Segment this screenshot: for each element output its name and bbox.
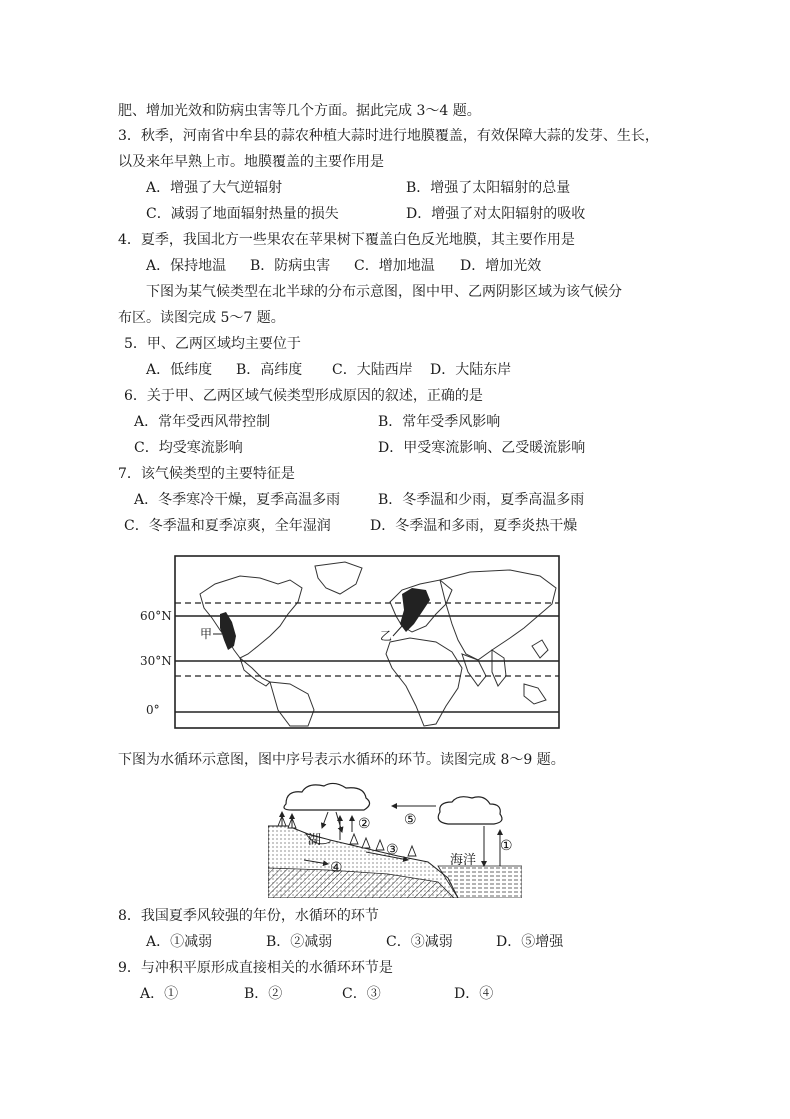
q3-option-a: A．增强了大气逆辐射	[146, 180, 283, 196]
q6-option-d: D．甲受寒流影响、乙受暖流影响	[378, 440, 586, 456]
q9-stem: 9．与冲积平原形成直接相关的水循环环节是	[118, 960, 393, 976]
step-1-label: ①	[500, 838, 513, 854]
q4-option-a: A．保持地温	[146, 258, 227, 274]
q9-option-b: B．②	[244, 986, 283, 1002]
q6-option-c: C．均受寒流影响	[134, 440, 243, 456]
q7-option-b: B．冬季温和少雨，夏季高温多雨	[378, 492, 585, 508]
step-5-label: ⑤	[404, 812, 417, 828]
q7-stem: 7．该气候类型的主要特征是	[118, 466, 295, 482]
lat-label-30n: 30°N	[140, 654, 172, 668]
lat-label-60n: 60°N	[140, 609, 172, 623]
step-4-label: ④	[330, 860, 343, 876]
water-cycle-diagram	[268, 782, 522, 898]
q3-option-d: D．增强了对太阳辐射的吸收	[406, 206, 586, 222]
q7-option-a: A．冬季寒冷干燥，夏季高温多雨	[134, 492, 341, 508]
region-jia-label: 甲	[200, 627, 213, 641]
intro-5-7-line2: 布区。读图完成 5～7 题。	[118, 310, 285, 326]
q3-stem-line1: 3．秋季，河南省中牟县的蒜农种植大蒜时进行地膜覆盖，有效保障大蒜的发芽、生长，	[118, 128, 659, 144]
ocean-label: 海洋	[450, 853, 477, 868]
q5-stem: 5．甲、乙两区域均主要位于	[124, 336, 301, 352]
lake-label: 湖	[308, 833, 322, 848]
q3-option-b: B．增强了太阳辐射的总量	[406, 180, 571, 196]
cloud-right	[438, 797, 502, 824]
q4-stem: 4．夏季，我国北方一些果农在苹果树下覆盖白色反光地膜，其主要作用是	[118, 232, 575, 248]
q3-option-c: C．减弱了地面辐射热量的损失	[146, 206, 339, 222]
intro-3-4: 肥、增加光效和防病虫害等几个方面。据此完成 3～4 题。	[118, 103, 481, 119]
q9-option-d: D．④	[454, 986, 494, 1002]
q5-option-d: D．大陆东岸	[430, 362, 512, 378]
q5-option-b: B．高纬度	[236, 362, 303, 378]
q5-option-c: C．大陆西岸	[332, 362, 413, 378]
q8-stem: 8．我国夏季风较强的年份，水循环的环节	[118, 908, 379, 924]
q8-option-a: A．①减弱	[146, 934, 213, 950]
q6-option-a: A．常年受西风带控制	[134, 414, 271, 430]
q5-option-a: A．低纬度	[146, 362, 213, 378]
step-2-label: ②	[358, 816, 371, 832]
q3-stem-line2: 以及来年早熟上市。地膜覆盖的主要作用是	[118, 154, 384, 170]
intro-8-9: 下图为水循环示意图，图中序号表示水循环的环节。读图完成 8～9 题。	[118, 752, 565, 768]
lat-label-equator: 0°	[146, 703, 160, 717]
q8-option-b: B．②减弱	[266, 934, 333, 950]
q9-option-a: A．①	[140, 986, 179, 1002]
q4-option-c: C．增加地温	[354, 258, 435, 274]
q4-option-b: B．防病虫害	[250, 258, 331, 274]
q6-option-b: B．常年受季风影响	[378, 414, 501, 430]
q7-option-c: C．冬季温和夏季凉爽，全年湿润	[124, 518, 331, 534]
q8-option-c: C．③减弱	[386, 934, 453, 950]
q7-option-d: D．冬季温和多雨，夏季炎热干燥	[370, 518, 578, 534]
cloud-left	[284, 783, 370, 810]
q6-stem: 6．关于甲、乙两区域气候类型形成原因的叙述，正确的是	[124, 388, 483, 404]
step-3-label: ③	[386, 842, 399, 858]
q4-option-d: D．增加光效	[460, 258, 542, 274]
q9-option-c: C．③	[342, 986, 381, 1002]
intro-5-7-line1: 下图为某气候类型在北半球的分布示意图，图中甲、乙两阴影区域为该气候分	[146, 284, 622, 300]
climate-distribution-map	[140, 554, 570, 734]
q8-option-d: D．⑤增强	[496, 934, 564, 950]
region-yi-label: 乙	[380, 629, 393, 643]
